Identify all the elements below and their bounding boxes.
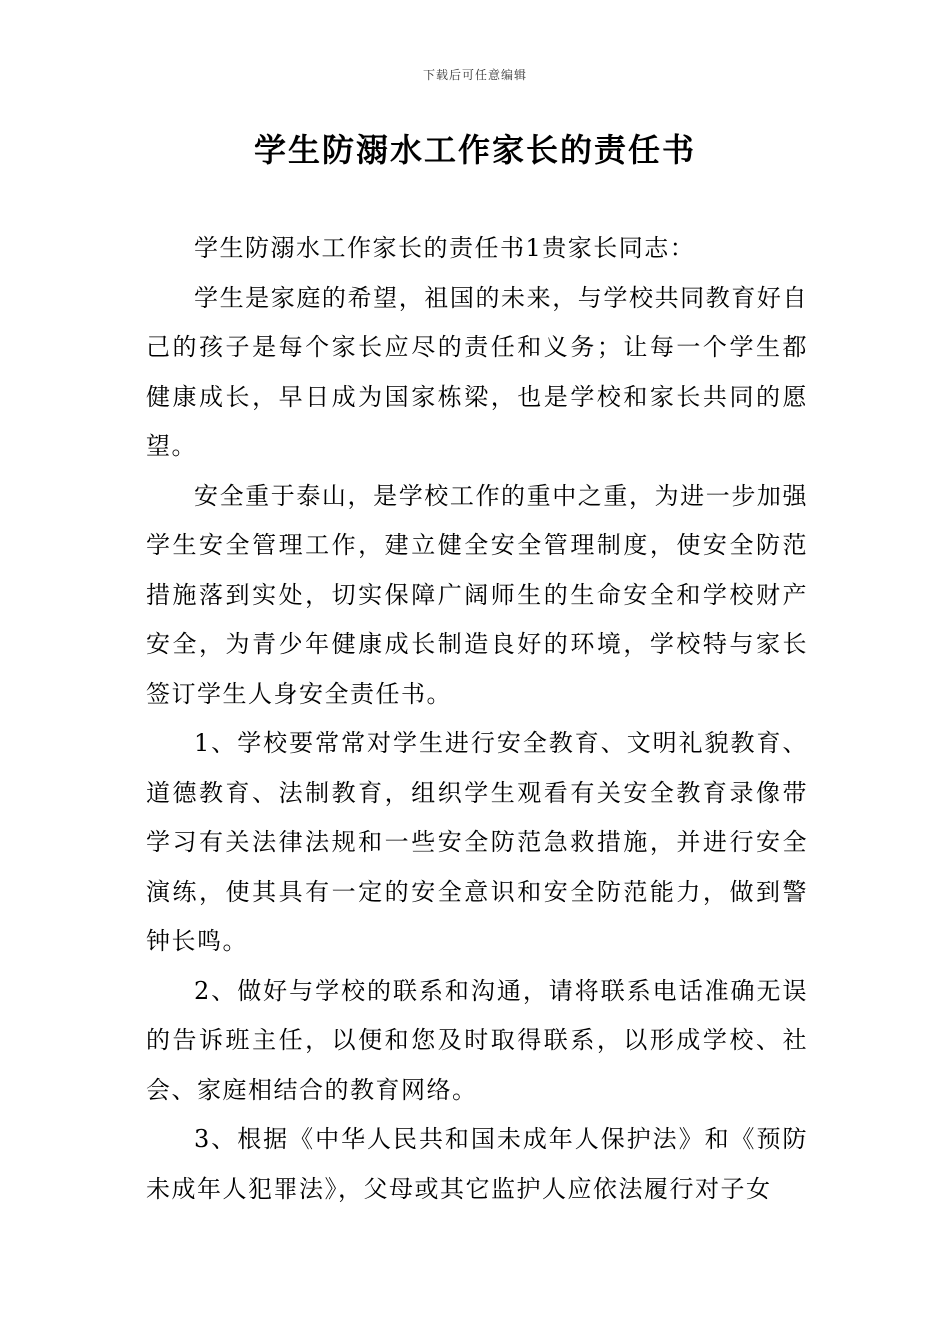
paragraph-salutation: 学生防溺水工作家长的责任书1贵家长同志： xyxy=(194,234,696,262)
paragraph-item-2: 2、做好与学校的联系和沟通，请将联系电话准确无误的告诉班主任，以便和您及时取得联系，以形成学校、社会、家庭相结合的教育网络。 xyxy=(146,976,808,1104)
paragraph: 安全重于泰山，是学校工作的重中之重，为进一步加强学生安全管理工作，建立健全安全管理制度，使安全防范措施落到实处，切实保障广阔师生的生命安全和学校财产安全，为青少年健康成长制造良好的环境，学校特与家长签订学生人身安全责任书。 xyxy=(146,481,808,708)
document-title: 学生防溺水工作家长的责任书 xyxy=(253,131,696,169)
paragraph-item-3: 3、根据《中华人民共和国未成年人保护法》和《预防未成年人犯罪法》，父母或其它监护人应依法履行对子女 xyxy=(146,1125,808,1203)
header-note: 下载后可任意编辑 xyxy=(422,68,527,82)
paragraph-item-1: 1、学校要常常对学生进行安全教育、文明礼貌教育、道德教育、法制教育，组织学生观看有关安全教育录像带学习有关法律法规和一些安全防范急救措施，并进行安全演练，使其具有一定的安全意识和安全防范能力，做到警钟长鸣。 xyxy=(146,729,808,955)
document-body xyxy=(146,224,808,1214)
paragraph: 学生是家庭的希望，祖国的未来，与学校共同教育好自己的孩子是每个家长应尽的责任和义务；让每一个学生都健康成长，早日成为国家栋梁，也是学校和家长共同的愿望。 xyxy=(146,283,808,460)
